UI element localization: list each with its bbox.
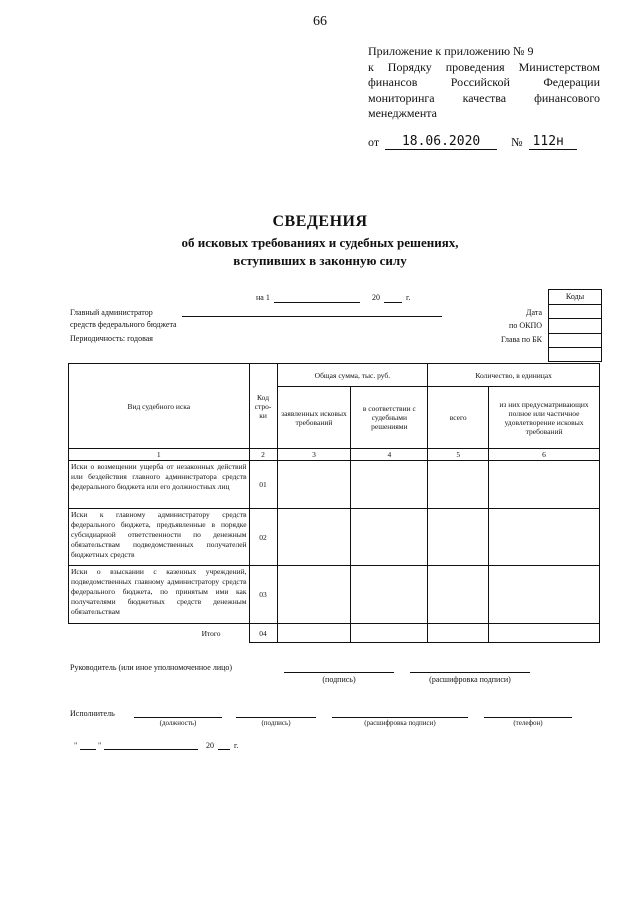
executor-label: Исполнитель bbox=[70, 709, 115, 718]
periodicity-label: Периодичность: годовая bbox=[70, 334, 153, 343]
executor-decode-caption: (расшифровка подписи) bbox=[364, 719, 436, 727]
code-label-okpo: по ОКПО bbox=[509, 321, 542, 330]
page-number: 66 bbox=[313, 14, 327, 29]
value-cell bbox=[489, 509, 600, 566]
total-label: Итого bbox=[69, 624, 250, 643]
row-description: Иски о взыскании с казенных учреждений, подведомственных главному администратору средств федерального бюджета, по принятым ими как получателями бюджетных средств денежным обязательствам bbox=[69, 566, 250, 624]
appendix-line: к Порядку проведения Министерством bbox=[368, 59, 600, 74]
head-decode-caption: (расшифровка подписи) bbox=[429, 675, 511, 684]
value-cell bbox=[277, 566, 351, 624]
doc-subtitle-2: вступивших в законную силу bbox=[233, 253, 407, 268]
header-total-sum: Общая сумма, тыс. руб. bbox=[277, 364, 428, 387]
number-label: № bbox=[511, 135, 523, 149]
total-code: 04 bbox=[249, 624, 277, 643]
year-blank-line bbox=[384, 302, 402, 303]
table-row bbox=[69, 509, 600, 566]
row-code: 01 bbox=[249, 461, 277, 509]
value-cell bbox=[351, 509, 428, 566]
executor-sign-caption: (подпись) bbox=[261, 719, 291, 727]
value-cell bbox=[489, 566, 600, 624]
header-count-total: всего bbox=[428, 387, 489, 449]
value-cell bbox=[428, 624, 489, 643]
doc-subtitle-1: об исковых требованиях и судебных решениях, bbox=[181, 235, 459, 250]
row-code: 03 bbox=[249, 566, 277, 624]
executor-position-line bbox=[134, 717, 222, 718]
header-count: Количество, в единицах bbox=[428, 364, 600, 387]
order-date: 18.06.2020 bbox=[385, 134, 497, 150]
date-year-suffix: г. bbox=[406, 293, 411, 302]
executor-phone-line bbox=[484, 717, 572, 718]
value-cell bbox=[351, 461, 428, 509]
code-cell-empty bbox=[549, 347, 601, 361]
head-label: Руководитель (или иное уполномоченное лицо) bbox=[70, 663, 233, 672]
table-row bbox=[69, 566, 600, 624]
header-row-code: Код стро- ки bbox=[249, 364, 277, 449]
table-row bbox=[69, 461, 600, 509]
executor-phone-caption: (телефон) bbox=[513, 719, 543, 727]
code-label-date: Дата bbox=[526, 308, 542, 317]
value-cell bbox=[489, 461, 600, 509]
code-cell-okpo bbox=[549, 318, 601, 333]
value-cell bbox=[428, 461, 489, 509]
admin-blank-line bbox=[182, 316, 442, 317]
date-prefix: на 1 bbox=[256, 293, 270, 302]
head-sign-caption: (подпись) bbox=[322, 675, 356, 684]
row-description: Иски к главному администратору средств федерального бюджета, предъявленные в порядке субсидиарной ответственности по денежным обязательствам подведомственных получателей бюджетных средств bbox=[69, 509, 250, 566]
appendix-line: мониторинга качества финансового bbox=[368, 90, 600, 105]
codes-title: Коды bbox=[565, 292, 585, 301]
footer-year-suffix: г. bbox=[234, 741, 239, 750]
column-number: 1 bbox=[69, 449, 250, 461]
value-cell bbox=[428, 509, 489, 566]
executor-decode-line bbox=[332, 717, 468, 718]
code-label-bk: Глава по БК bbox=[501, 335, 542, 344]
value-cell bbox=[277, 461, 351, 509]
admin-label-1: Главный администратор bbox=[70, 308, 153, 317]
value-cell bbox=[277, 624, 351, 643]
codes-box bbox=[548, 289, 602, 362]
header-claim-kind: Вид судебного иска bbox=[69, 364, 250, 449]
head-decode-line bbox=[410, 672, 530, 673]
executor-sign-line bbox=[236, 717, 316, 718]
date-blank-line bbox=[274, 302, 360, 303]
appendix-line: Приложение к приложению № 9 bbox=[368, 44, 534, 58]
header-claimed: заявленных исковых требований bbox=[277, 387, 351, 449]
header-decided: в соответствии с судебными решениями bbox=[351, 387, 428, 449]
code-cell-bk bbox=[549, 333, 601, 348]
column-number: 2 bbox=[249, 449, 277, 461]
day-blank-line bbox=[80, 749, 96, 750]
value-cell bbox=[351, 566, 428, 624]
column-number-row bbox=[69, 449, 600, 461]
value-cell bbox=[351, 624, 428, 643]
date-quote-close: " bbox=[98, 741, 102, 750]
row-description: Иски о возмещении ущерба от незаконных действий или бездействия главного администратора средств федерального бюджета или его должностных лиц bbox=[69, 461, 250, 509]
admin-label-2: средств федерального бюджета bbox=[70, 320, 177, 329]
value-cell bbox=[428, 566, 489, 624]
footer-year-line bbox=[218, 749, 230, 750]
column-number: 4 bbox=[351, 449, 428, 461]
column-number: 3 bbox=[277, 449, 351, 461]
doc-title: СВЕДЕНИЯ bbox=[272, 213, 368, 230]
total-row bbox=[69, 624, 600, 643]
month-blank-line bbox=[104, 749, 198, 750]
value-cell bbox=[489, 624, 600, 643]
code-cell-date bbox=[549, 304, 601, 319]
date-quote-open: " bbox=[74, 741, 78, 750]
column-number: 5 bbox=[428, 449, 489, 461]
appendix-reference bbox=[368, 44, 600, 122]
date-year-prefix: 20 bbox=[372, 293, 380, 302]
claims-table bbox=[68, 363, 600, 643]
order-date-number bbox=[368, 134, 577, 150]
order-number: 112н bbox=[529, 134, 577, 150]
header-count-satisfied: из них предусматривающих полное или частичное удовлетворение исковых требований bbox=[489, 387, 600, 449]
executor-position-caption: (должность) bbox=[159, 719, 197, 727]
appendix-line: менеджмента bbox=[368, 106, 437, 120]
from-label: от bbox=[368, 135, 380, 149]
head-sign-line bbox=[284, 672, 394, 673]
row-code: 02 bbox=[249, 509, 277, 566]
appendix-line: финансов Российской Федерации bbox=[368, 75, 600, 89]
footer-year-prefix: 20 bbox=[206, 741, 214, 750]
column-number: 6 bbox=[489, 449, 600, 461]
value-cell bbox=[277, 509, 351, 566]
